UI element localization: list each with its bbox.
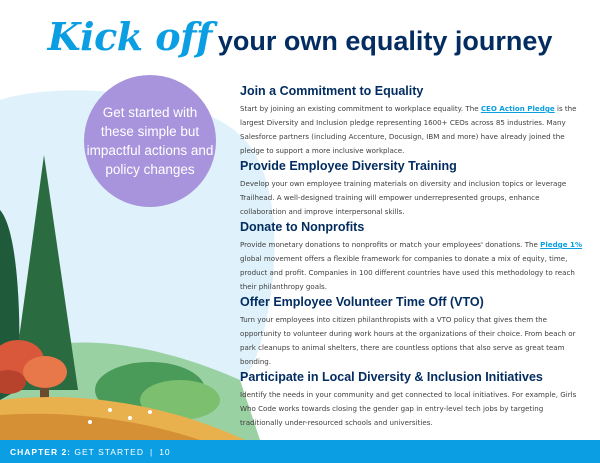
- content-column: [240, 83, 585, 430]
- section-title: Offer Employee Volunteer Time Off (VTO): [240, 295, 484, 309]
- section-body: Develop your own employee training materials on diversity and inclusion topics or leverage Trailhead. A well-designed training will empower underrepresented groups, enhance collaboration and improve interpersonal skills.: [240, 179, 567, 216]
- page-title: [0, 14, 600, 66]
- footer-page-number: 10: [159, 446, 171, 457]
- footer-chapter-name: GET STARTED: [74, 446, 144, 457]
- section-body: [240, 238, 585, 294]
- intro-circle: [84, 75, 216, 207]
- footer-chapter: CHAPTER 2:: [10, 446, 72, 457]
- section-title: Participate in Local Diversity & Inclusion Initiatives: [240, 370, 543, 384]
- title-main: your own equality journey: [217, 26, 553, 56]
- section-body: Turn your employees into citizen philanthropists with a VTO policy that gives them the opportunity to volunteer during work hours at the organizations of their choice. From beach or park cleanups to animal shelters, there are countless options that also serve as great team bonding.: [240, 315, 576, 366]
- section-vto: [240, 294, 585, 369]
- section-donate: [240, 219, 585, 294]
- section-body-text-cont: global movement offers a flexible framework for companies to donate a mix of equity, time, product and profit. Companies in 100 different countries have used this methodology to reach their philanthropy goals.: [240, 254, 575, 291]
- section-title: Donate to Nonprofits: [240, 220, 365, 234]
- title-script: Kick off: [47, 14, 212, 59]
- pledge-1-percent-link[interactable]: Pledge 1%: [540, 240, 583, 249]
- section-body: Identify the needs in your community and get connected to local initiatives. For example, Girls Who Code works towards closing the gender gap in entry-level tech jobs by targeting traditionally under-resourced schools and universities.: [240, 390, 577, 427]
- section-body-text-cont: is the largest Diversity and Inclusion pledge representing 1600+ CEOs across 85 industries. Many Salesforce partners (including Accenture, Docusign, IBM and more) have already joined the pledge to support a more inclusive workplace.: [240, 104, 577, 155]
- section-local-initiatives: [240, 369, 585, 430]
- intro-circle-text: Get started with these simple but impactful actions and policy changes: [86, 105, 214, 177]
- section-body: [240, 102, 585, 158]
- page-footer: [0, 440, 600, 463]
- section-body-text: Start by joining an existing commitment to workplace equality. The: [240, 104, 481, 113]
- footer-separator: |: [149, 446, 154, 457]
- ceo-action-pledge-link[interactable]: CEO Action Pledge: [480, 104, 555, 113]
- section-training: [240, 158, 585, 219]
- section-commitment: [240, 83, 585, 158]
- section-title: Join a Commitment to Equality: [240, 84, 424, 98]
- section-body-text: Provide monetary donations to nonprofits or match your employees' donations. The: [240, 240, 541, 249]
- section-title: Provide Employee Diversity Training: [240, 159, 457, 173]
